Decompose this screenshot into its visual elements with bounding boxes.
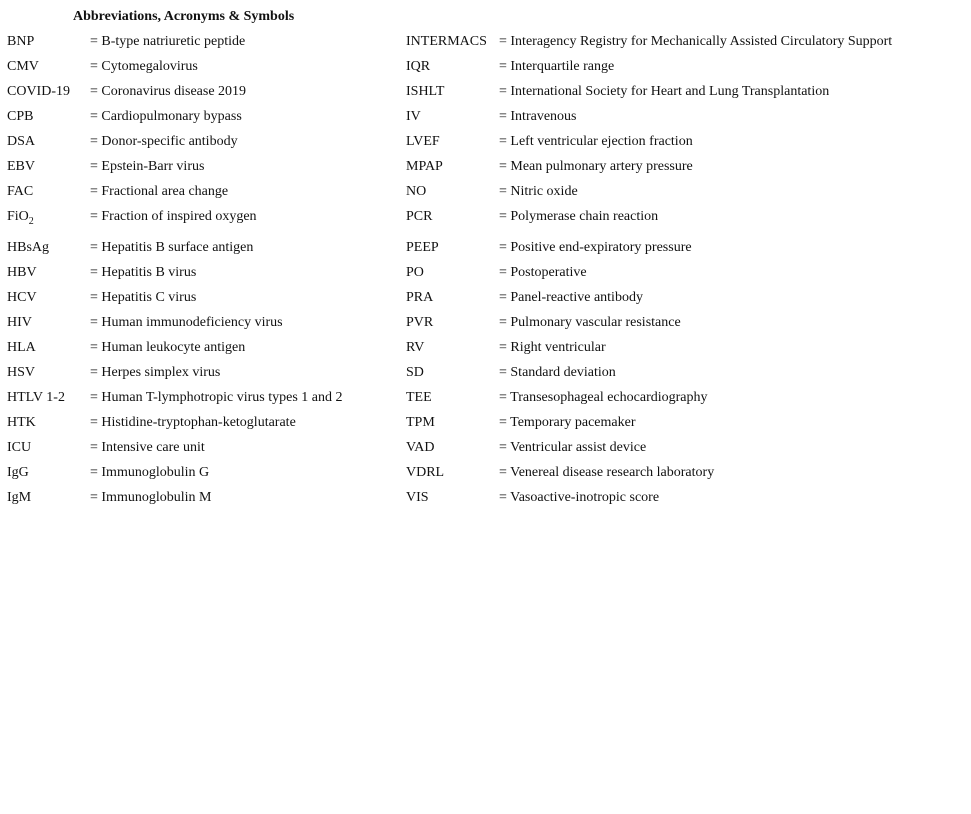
- abbreviation-term: HTLV 1-2: [7, 390, 65, 405]
- abbreviation-term: HLA: [7, 340, 36, 355]
- abbreviation-term: HBsAg: [7, 240, 50, 255]
- abbreviation-definition: = Polymerase chain reaction: [499, 209, 659, 224]
- abbreviation-term: IQR: [406, 59, 431, 74]
- abbreviation-definition: = Positive end-expiratory pressure: [499, 240, 692, 255]
- abbreviation-definition: = Nitric oxide: [499, 184, 578, 199]
- abbreviation-definition: = Immunoglobulin G: [90, 465, 210, 480]
- abbreviation-term: IgG: [7, 465, 29, 480]
- abbreviation-definition: = Hepatitis B surface antigen: [90, 240, 254, 255]
- abbreviation-term: MPAP: [406, 159, 443, 174]
- abbreviation-term: EBV: [7, 159, 35, 174]
- abbreviation-term: RV: [406, 340, 425, 355]
- abbreviation-definition: = Human immunodeficiency virus: [90, 315, 283, 330]
- abbreviation-definition: = Human T-lymphotropic virus types 1 and 2: [90, 390, 343, 405]
- abbreviation-term: TEE: [406, 390, 432, 405]
- abbreviation-term: FAC: [7, 184, 34, 199]
- abbreviation-definition: = Cytomegalovirus: [90, 59, 198, 74]
- abbreviation-term-subscript: 2: [28, 216, 34, 227]
- abbreviation-definition: = Cardiopulmonary bypass: [90, 109, 242, 124]
- abbreviation-term: IV: [406, 109, 421, 124]
- abbreviation-term: HSV: [7, 365, 36, 380]
- abbreviation-term: CMV: [7, 59, 39, 74]
- abbreviation-term: HBV: [7, 265, 37, 280]
- abbreviation-definition: = Standard deviation: [499, 365, 616, 380]
- abbreviation-definition: = Histidine-tryptophan-ketoglutarate: [90, 415, 296, 430]
- abbreviation-definition: = Coronavirus disease 2019: [90, 84, 247, 99]
- abbreviation-definition: = B-type natriuretic peptide: [90, 34, 246, 49]
- abbreviation-term: PVR: [406, 315, 434, 330]
- abbreviation-definition: = Hepatitis C virus: [90, 290, 197, 305]
- abbreviation-definition: = Transesophageal echocardiography: [499, 390, 708, 405]
- page-title: Abbreviations, Acronyms & Symbols: [73, 9, 295, 24]
- abbreviation-term: [7, 208, 34, 227]
- abbreviation-term: PEEP: [406, 240, 439, 255]
- abbreviation-definition: = International Society for Heart and Lung Transplantation: [499, 84, 830, 99]
- abbreviation-term: HIV: [7, 315, 32, 330]
- abbreviation-definition: = Vasoactive-inotropic score: [499, 490, 660, 505]
- abbreviation-term: DSA: [7, 134, 36, 149]
- abbreviation-term: VIS: [406, 490, 429, 505]
- abbreviation-term: NO: [406, 184, 427, 199]
- abbreviation-term: LVEF: [406, 134, 440, 149]
- abbreviation-definition: = Interagency Registry for Mechanically Assisted Circulatory Support: [499, 34, 893, 49]
- abbreviation-definition: = Intensive care unit: [90, 440, 205, 455]
- abbreviation-definition: = Epstein-Barr virus: [90, 159, 205, 174]
- abbreviation-term: VDRL: [406, 465, 445, 480]
- abbreviation-definition: = Ventricular assist device: [499, 440, 647, 455]
- abbreviation-definition: = Hepatitis B virus: [90, 265, 197, 280]
- abbreviation-definition: = Interquartile range: [499, 59, 615, 74]
- abbreviation-term: HTK: [7, 415, 36, 430]
- abbreviation-definition: = Herpes simplex virus: [90, 365, 221, 380]
- abbreviation-term-base: FiO: [7, 209, 29, 224]
- abbreviation-definition: = Intravenous: [499, 109, 577, 124]
- abbreviation-definition: = Panel-reactive antibody: [499, 290, 643, 305]
- abbreviation-definition: = Human leukocyte antigen: [90, 340, 246, 355]
- abbreviation-definition: = Donor-specific antibody: [90, 134, 238, 149]
- abbreviation-term: TPM: [406, 415, 435, 430]
- abbreviation-term: INTERMACS: [406, 34, 487, 49]
- abbreviation-term: ICU: [7, 440, 32, 455]
- abbreviation-definition: = Temporary pacemaker: [499, 415, 636, 430]
- abbreviation-definition: = Immunoglobulin M: [90, 490, 212, 505]
- abbreviation-term: HCV: [7, 290, 37, 305]
- abbreviation-definition: = Pulmonary vascular resistance: [499, 315, 681, 330]
- abbreviation-term: VAD: [406, 440, 435, 455]
- abbreviation-definition: = Fraction of inspired oxygen: [90, 209, 257, 224]
- abbreviation-term: SD: [406, 365, 424, 380]
- abbreviation-definition: = Mean pulmonary artery pressure: [499, 159, 693, 174]
- abbreviation-term: BNP: [7, 34, 35, 49]
- abbreviation-definition: = Fractional area change: [90, 184, 229, 199]
- abbreviation-term: ISHLT: [406, 84, 445, 99]
- abbreviation-term: PCR: [406, 209, 433, 224]
- abbreviation-term: PRA: [406, 290, 434, 305]
- abbreviation-term: CPB: [7, 109, 34, 124]
- abbreviation-term: IgM: [7, 490, 32, 505]
- abbreviation-definition: = Right ventricular: [499, 340, 606, 355]
- abbreviation-definition: = Postoperative: [499, 265, 587, 280]
- abbreviation-term: PO: [406, 265, 424, 280]
- abbreviation-term: COVID-19: [7, 84, 70, 99]
- abbreviation-definition: = Venereal disease research laboratory: [499, 465, 715, 480]
- abbreviation-definition: = Left ventricular ejection fraction: [499, 134, 693, 149]
